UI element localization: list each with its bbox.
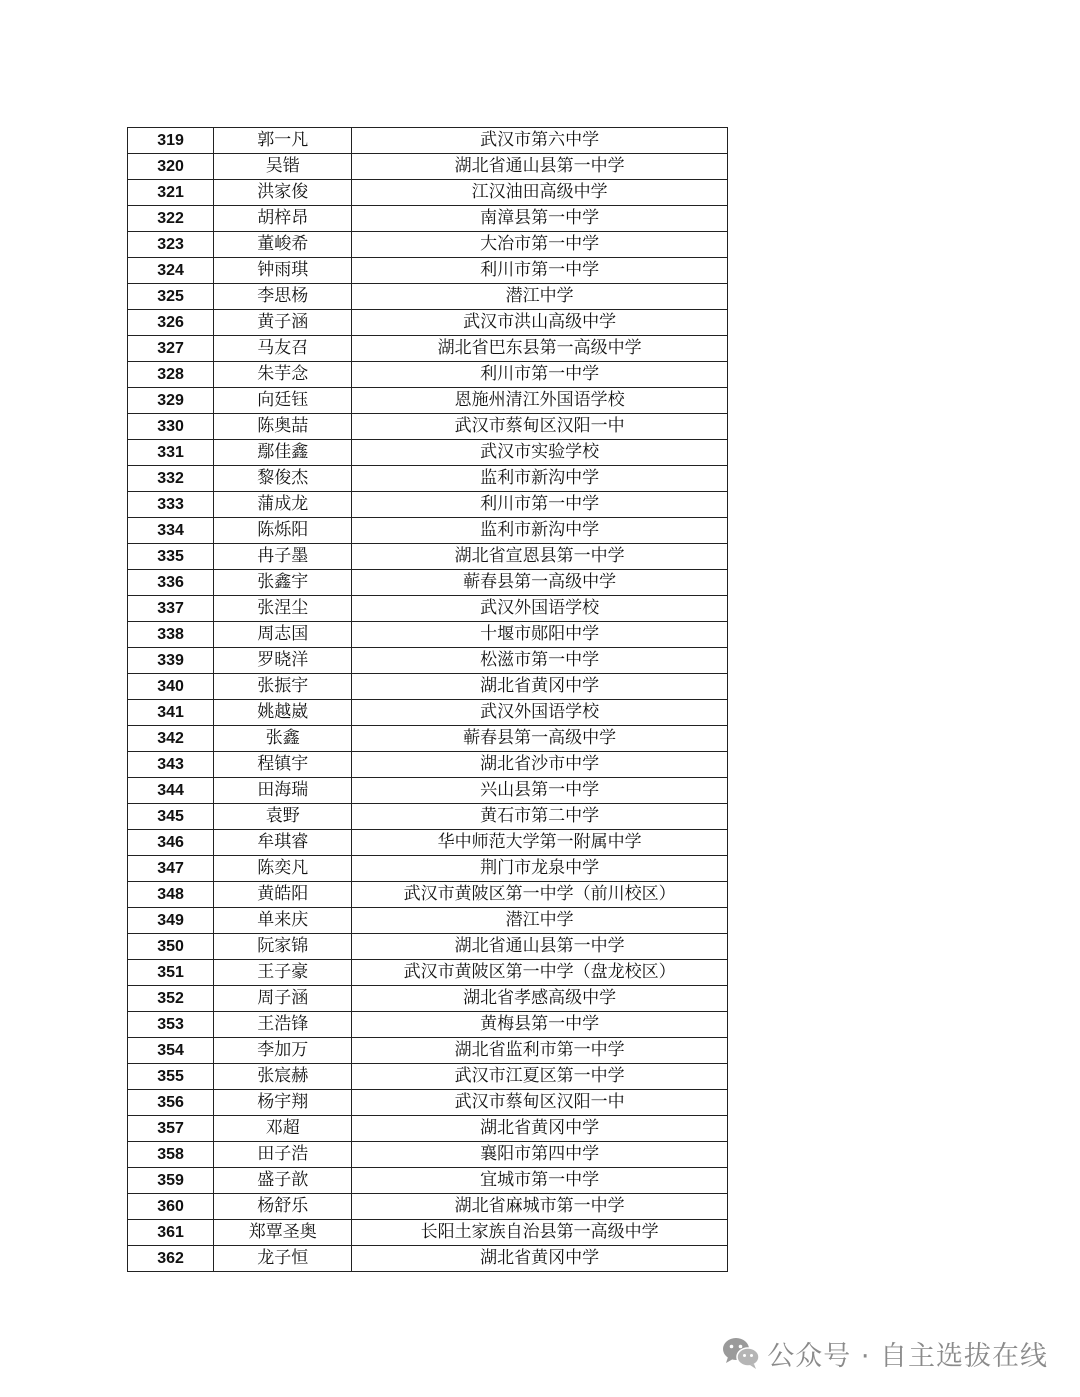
school-name: 监利市新沟中学 (352, 466, 728, 492)
table-row (128, 856, 728, 882)
school-name: 湖北省通山县第一中学 (352, 154, 728, 180)
student-name: 杨舒乐 (214, 1194, 352, 1220)
student-name: 钟雨琪 (214, 258, 352, 284)
student-name: 陈奥喆 (214, 414, 352, 440)
table-row (128, 648, 728, 674)
school-name: 华中师范大学第一附属中学 (352, 830, 728, 856)
student-name: 李思杨 (214, 284, 352, 310)
student-name: 董峻希 (214, 232, 352, 258)
table-row (128, 622, 728, 648)
row-number: 343 (128, 752, 214, 778)
school-name: 武汉市第六中学 (352, 128, 728, 154)
table-row (128, 284, 728, 310)
row-number: 337 (128, 596, 214, 622)
student-name: 邓超 (214, 1116, 352, 1142)
school-name: 武汉市黄陂区第一中学（盘龙校区） (352, 960, 728, 986)
row-number: 338 (128, 622, 214, 648)
student-name: 杨宇翔 (214, 1090, 352, 1116)
table-row (128, 596, 728, 622)
table-row (128, 986, 728, 1012)
table-row (128, 726, 728, 752)
student-name: 向廷钰 (214, 388, 352, 414)
school-name: 松滋市第一中学 (352, 648, 728, 674)
row-number: 351 (128, 960, 214, 986)
row-number: 339 (128, 648, 214, 674)
table-row (128, 336, 728, 362)
student-name: 田海瑞 (214, 778, 352, 804)
student-name: 张鑫 (214, 726, 352, 752)
row-number: 334 (128, 518, 214, 544)
school-name: 襄阳市第四中学 (352, 1142, 728, 1168)
student-name: 盛子歆 (214, 1168, 352, 1194)
school-name: 潜江中学 (352, 908, 728, 934)
school-name: 湖北省黄冈中学 (352, 674, 728, 700)
student-name: 张宸赫 (214, 1064, 352, 1090)
table-row (128, 544, 728, 570)
school-name: 十堰市郧阳中学 (352, 622, 728, 648)
school-name: 湖北省孝感高级中学 (352, 986, 728, 1012)
table-row (128, 934, 728, 960)
student-name: 鄢佳鑫 (214, 440, 352, 466)
row-number: 327 (128, 336, 214, 362)
row-number: 352 (128, 986, 214, 1012)
student-name: 陈烁阳 (214, 518, 352, 544)
school-name: 潜江中学 (352, 284, 728, 310)
table-row (128, 674, 728, 700)
table-row (128, 310, 728, 336)
row-number: 358 (128, 1142, 214, 1168)
table-row (128, 882, 728, 908)
school-name: 荆门市龙泉中学 (352, 856, 728, 882)
table-row (128, 440, 728, 466)
school-name: 利川市第一中学 (352, 362, 728, 388)
row-number: 349 (128, 908, 214, 934)
row-number: 344 (128, 778, 214, 804)
table-row (128, 830, 728, 856)
table-row (128, 154, 728, 180)
school-name: 湖北省黄冈中学 (352, 1116, 728, 1142)
student-name: 王浩锋 (214, 1012, 352, 1038)
school-name: 恩施州清江外国语学校 (352, 388, 728, 414)
school-name: 长阳土家族自治县第一高级中学 (352, 1220, 728, 1246)
row-number: 330 (128, 414, 214, 440)
school-name: 武汉外国语学校 (352, 596, 728, 622)
school-name: 武汉市洪山高级中学 (352, 310, 728, 336)
row-number: 328 (128, 362, 214, 388)
watermark (721, 1333, 1048, 1373)
table-row (128, 700, 728, 726)
student-name: 冉子墨 (214, 544, 352, 570)
row-number: 325 (128, 284, 214, 310)
table-row (128, 492, 728, 518)
student-name: 王子豪 (214, 960, 352, 986)
school-name: 湖北省麻城市第一中学 (352, 1194, 728, 1220)
school-name: 利川市第一中学 (352, 492, 728, 518)
watermark-text: 公众号 · 自主选拔在线 (767, 1340, 1048, 1372)
student-name: 单来庆 (214, 908, 352, 934)
row-number: 323 (128, 232, 214, 258)
wechat-icon (721, 1335, 761, 1371)
student-name: 吴锴 (214, 154, 352, 180)
student-name: 田子浩 (214, 1142, 352, 1168)
student-name: 姚越崴 (214, 700, 352, 726)
table-row (128, 1142, 728, 1168)
student-name: 袁野 (214, 804, 352, 830)
student-name: 朱芋念 (214, 362, 352, 388)
table-row (128, 1038, 728, 1064)
row-number: 354 (128, 1038, 214, 1064)
student-name: 周子涵 (214, 986, 352, 1012)
table-row (128, 1194, 728, 1220)
student-name: 陈奕凡 (214, 856, 352, 882)
student-name: 周志国 (214, 622, 352, 648)
row-number: 360 (128, 1194, 214, 1220)
table-row (128, 232, 728, 258)
school-name: 南漳县第一中学 (352, 206, 728, 232)
row-number: 333 (128, 492, 214, 518)
table-row (128, 414, 728, 440)
row-number: 329 (128, 388, 214, 414)
row-number: 336 (128, 570, 214, 596)
table-row (128, 180, 728, 206)
student-name: 张涅尘 (214, 596, 352, 622)
roster-body (128, 128, 728, 1272)
row-number: 355 (128, 1064, 214, 1090)
row-number: 346 (128, 830, 214, 856)
row-number: 326 (128, 310, 214, 336)
row-number: 353 (128, 1012, 214, 1038)
student-name: 郭一凡 (214, 128, 352, 154)
row-number: 324 (128, 258, 214, 284)
student-name: 黎俊杰 (214, 466, 352, 492)
row-number: 335 (128, 544, 214, 570)
school-name: 湖北省宣恩县第一中学 (352, 544, 728, 570)
student-name: 张振宇 (214, 674, 352, 700)
school-name: 武汉市实验学校 (352, 440, 728, 466)
school-name: 黄梅县第一中学 (352, 1012, 728, 1038)
school-name: 湖北省沙市中学 (352, 752, 728, 778)
table-row (128, 466, 728, 492)
school-name: 蕲春县第一高级中学 (352, 570, 728, 596)
student-name: 龙子恒 (214, 1246, 352, 1272)
school-name: 湖北省通山县第一中学 (352, 934, 728, 960)
school-name: 兴山县第一中学 (352, 778, 728, 804)
school-name: 黄石市第二中学 (352, 804, 728, 830)
school-name: 武汉市蔡甸区汉阳一中 (352, 1090, 728, 1116)
table-row (128, 1116, 728, 1142)
school-name: 利川市第一中学 (352, 258, 728, 284)
row-number: 321 (128, 180, 214, 206)
table-row (128, 128, 728, 154)
table-row (128, 804, 728, 830)
student-name: 张鑫宇 (214, 570, 352, 596)
student-name: 罗晓洋 (214, 648, 352, 674)
school-name: 江汉油田高级中学 (352, 180, 728, 206)
row-number: 357 (128, 1116, 214, 1142)
school-name: 大冶市第一中学 (352, 232, 728, 258)
table-row (128, 908, 728, 934)
student-name: 李加万 (214, 1038, 352, 1064)
student-name: 程镇宇 (214, 752, 352, 778)
school-name: 武汉市黄陂区第一中学（前川校区） (352, 882, 728, 908)
table-row (128, 1220, 728, 1246)
table-row (128, 752, 728, 778)
table-row (128, 388, 728, 414)
school-name: 蕲春县第一高级中学 (352, 726, 728, 752)
roster-table (127, 127, 728, 1272)
student-name: 黄子涵 (214, 310, 352, 336)
school-name: 湖北省巴东县第一高级中学 (352, 336, 728, 362)
student-name: 胡梓昂 (214, 206, 352, 232)
row-number: 347 (128, 856, 214, 882)
school-name: 武汉市蔡甸区汉阳一中 (352, 414, 728, 440)
school-name: 湖北省黄冈中学 (352, 1246, 728, 1272)
table-row (128, 1090, 728, 1116)
row-number: 345 (128, 804, 214, 830)
student-name: 牟琪睿 (214, 830, 352, 856)
school-name: 武汉市江夏区第一中学 (352, 1064, 728, 1090)
table-row (128, 1168, 728, 1194)
row-number: 320 (128, 154, 214, 180)
table-row (128, 1246, 728, 1272)
student-name: 蒲成龙 (214, 492, 352, 518)
student-name: 洪家俊 (214, 180, 352, 206)
row-number: 356 (128, 1090, 214, 1116)
student-name: 马友召 (214, 336, 352, 362)
school-name: 宜城市第一中学 (352, 1168, 728, 1194)
student-name: 黄皓阳 (214, 882, 352, 908)
student-name: 阮家锦 (214, 934, 352, 960)
table-row (128, 1012, 728, 1038)
row-number: 362 (128, 1246, 214, 1272)
school-name: 湖北省监利市第一中学 (352, 1038, 728, 1064)
table-row (128, 1064, 728, 1090)
table-row (128, 518, 728, 544)
table-row (128, 778, 728, 804)
row-number: 341 (128, 700, 214, 726)
row-number: 361 (128, 1220, 214, 1246)
row-number: 319 (128, 128, 214, 154)
row-number: 350 (128, 934, 214, 960)
table-row (128, 206, 728, 232)
row-number: 332 (128, 466, 214, 492)
row-number: 359 (128, 1168, 214, 1194)
row-number: 340 (128, 674, 214, 700)
school-name: 监利市新沟中学 (352, 518, 728, 544)
table-row (128, 960, 728, 986)
row-number: 322 (128, 206, 214, 232)
table-row (128, 570, 728, 596)
student-name: 郑覃圣奥 (214, 1220, 352, 1246)
row-number: 342 (128, 726, 214, 752)
school-name: 武汉外国语学校 (352, 700, 728, 726)
table-row (128, 258, 728, 284)
row-number: 348 (128, 882, 214, 908)
row-number: 331 (128, 440, 214, 466)
table-row (128, 362, 728, 388)
